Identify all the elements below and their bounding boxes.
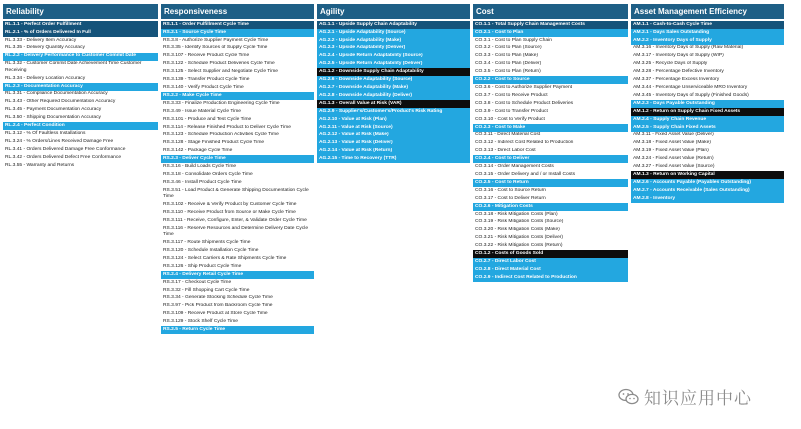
metric-row: AG.2.14 - Value at Risk (Return): [317, 148, 470, 156]
metric-row: AG.2.13 - Value at Risk (Deliver): [317, 140, 470, 148]
metric-row: AG.2.6 - Downside Adaptability (Source): [317, 76, 470, 84]
metric-row: AG.2.10 - Value at Risk (Plan): [317, 116, 470, 124]
metric-row: AM.2.2 - Inventory Days of Supply: [631, 37, 784, 45]
metric-row: RL.3.33 - Delivery Item Accuracy: [5, 37, 77, 43]
metric-row: RS.3.114 - Release Finished Product to Deliver Cycle Time: [163, 124, 291, 130]
metric-row: RS.2.4 - Delivery Retail Cycle Time: [161, 271, 314, 279]
metric-row: RS.3.97 - Pick Product from Backroom Cycle Time: [163, 303, 273, 309]
metric-row: CO.3.16 - Cost to Source Return: [475, 187, 546, 193]
metric-row: AM.3.17 - Inventory Days of Supply (WIP): [633, 53, 724, 59]
metric-row: RL.3.43 - Other Required Documentation Accuracy: [5, 99, 116, 105]
metric-row: RS.2.2 - Make Cycle Time: [161, 92, 314, 100]
metric-row: AG.2.7 - Downside Adaptability (Make): [317, 84, 470, 92]
metric-row: CO.3.22 - Risk Mitigation Costs (Return): [475, 243, 563, 249]
metric-row: AG.2.3 - Upside Adaptability (Deliver): [317, 45, 470, 53]
metric-row: CO.3.17 - Cost to Deliver Return: [475, 195, 546, 201]
metric-row: CO.3.20 - Risk Mitigation Costs (Make): [475, 227, 560, 233]
metric-row: RS.3.126 - Ship Product Cycle Time: [163, 263, 242, 269]
metric-row: AM.3.11 - Fixed Asset Value (Deliver): [633, 132, 714, 138]
metric-list: [3, 21, 158, 170]
metric-row: CO.3.18 - Risk Mitigation Costs (Plan): [475, 211, 558, 217]
metric-row: CO.2.1 - Cost to Plan: [473, 29, 628, 37]
metric-row: AM.3.25 - Recycle Days of Supply: [633, 61, 708, 67]
metric-row: RS.3.139 - Transfer Product Cycle Time: [163, 77, 250, 83]
metric-row: AG.1.3 - Overall Value at Risk (VAR): [317, 100, 470, 108]
metric-list: [161, 21, 314, 334]
watermark: [618, 384, 752, 409]
metric-row: RS.3.110 - Receive Product from Source or Make Cycle Time: [163, 210, 296, 215]
metric-row: AM.2.7 - Accounts Receivable (Sales Outstanding): [631, 187, 784, 195]
metric-row: AG.2.4 - Upside Return Adaptability (Source): [317, 53, 470, 61]
metric-row: CO.3.8 - Cost to Schedule Product Deliveries: [475, 100, 574, 106]
metric-row: RL.3.35 - Delivery Quantity Accuracy: [5, 45, 85, 51]
metric-row: AG.2.12 - Value at Risk (Make): [317, 132, 470, 140]
metric-row: RS.3.123 - Schedule Production Activities Cycle Time: [163, 132, 279, 138]
metric-row: RS.3.33 - Finalize Production Engineering Cycle Time: [163, 100, 280, 106]
metric-row: RL.3.42 - Orders Delivered Defect Free Conformance: [5, 154, 122, 160]
metric-row: RS.3.128 - Stage Finished Product Cycle Time: [163, 140, 265, 146]
metric-row: RS.3.35 - Identify Sources of Supply Cycle Time: [163, 45, 268, 51]
metric-row: AM.3.27 - Fixed Asset Value (Source): [633, 164, 715, 170]
metric-row: RS.3.17 - Checkout Cycle Time: [163, 279, 232, 285]
metric-row: RL.3.31 - Compliance Documentation Accuracy: [5, 91, 108, 97]
metric-row: AG.2.15 - Time to Recovery (TTR): [317, 155, 470, 163]
metric-list: [631, 21, 784, 203]
metric-row: RS.3.16 - Build Loads Cycle Time: [163, 164, 237, 170]
metric-row: RS.3.101 - Produce and Test Cycle Time: [163, 116, 252, 122]
metric-row: RS.3.125 - Select Supplier and Negotiate Cycle Time: [163, 69, 278, 75]
metric-row: RS.2.5 - Return Cycle Time: [161, 326, 314, 334]
metric-row: AM.2.4 - Supply Chain Revenue: [631, 116, 784, 124]
metric-row: CO.2.5 - Cost to Return: [473, 179, 628, 187]
metric-row: AG.2.5 - Upside Return Adaptability (Deliver): [317, 61, 470, 69]
metric-row: AM.2.8 - Inventory: [631, 195, 784, 203]
metric-row: RS.3.116 - Reserve Resources and Determine Delivery Date Cycle Time: [163, 225, 309, 238]
metric-row: AM.3.19 - Fixed Asset Value (Plan): [633, 148, 709, 154]
metric-row: RL.2.2 - Delivery Performance to Customer Commit Date: [3, 53, 158, 61]
metrics-grid: [3, 4, 787, 334]
metric-row: RS.3.46 - Install Product Cycle Time: [163, 179, 242, 185]
column-header: Reliability: [3, 4, 158, 19]
metric-row: CO.2.3 - Cost to Make: [473, 124, 628, 132]
metric-row: CO.3.5 - Cost to Plan (Return): [475, 69, 541, 75]
metric-row: RL.3.45 - Payment Documentation Accuracy: [5, 107, 102, 113]
metric-row: CO.2.2 - Cost to Source: [473, 76, 628, 84]
metric-row: RS.3.49 - Issue Material Cycle Time: [163, 108, 242, 114]
metric-row: CO.3.13 - Direct Labor Cost: [475, 148, 536, 154]
metric-row: AM.1.3 - Return on Working Capital: [631, 171, 784, 179]
metric-row: CO.3.14 - Order Management Costs: [475, 164, 554, 170]
metric-row: RS.3.102 - Receive & Verify Product by Customer Cycle Time: [163, 202, 297, 208]
metric-row: AM.3.18 - Fixed Asset Value (Make): [633, 140, 711, 146]
metric-row: RS.2.1 - Source Cycle Time: [161, 29, 314, 37]
metric-row: RS.3.51 - Load Product & Generate Shipping Documentation Cycle Time: [163, 187, 309, 200]
metric-row: AM.3.44 - Percentage Unserviceable MRO Inventory: [633, 85, 748, 90]
metric-row: AM.3.45 - Inventory Days of Supply (Finished Goods): [633, 92, 749, 98]
metric-row: RL.2.1 - % of Orders Delivered In Full: [3, 29, 158, 37]
metric-row: AM.3.16 - Inventory Days of Supply (Raw Material): [633, 45, 744, 51]
metric-row: RL.2.4 - Perfect Condition: [3, 122, 158, 130]
metric-row: RS.1.1 - Order Fulfillment Cycle Time: [161, 21, 314, 29]
metric-row: RL.3.24 - % Orders/Lines Received Damage Free: [5, 138, 114, 144]
column-reliability: [3, 4, 158, 334]
metric-row: CO.1.1 - Total Supply Chain Management Costs: [473, 21, 628, 29]
metric-row: CO.3.6 - Cost to Authorize Supplier Payment: [475, 85, 573, 90]
metric-row: CO.3.15 - Order Delivery and / or Install Costs: [475, 171, 576, 177]
metric-row: RS.3.109 - Receive Product at Store Cycle Time: [163, 311, 268, 317]
metric-list: [473, 21, 628, 282]
column-asset-management-efficiency: [631, 4, 784, 334]
metric-row: RS.3.111 - Receive, Configure, Enter, & Validate Order Cycle Time: [163, 217, 307, 223]
metric-row: CO.3.4 - Cost to Plan (Deliver): [475, 61, 542, 67]
metric-row: RL.3.55 - Warranty and Returns: [5, 162, 75, 168]
metric-row: AG.1.2 - Downside Supply Chain Adaptability: [317, 68, 470, 76]
metric-row: RS.3.117 - Route Shipments Cycle Time: [163, 240, 251, 246]
column-cost: [473, 4, 628, 334]
metric-row: RS.3.140 - Verify Product Cycle Time: [163, 85, 244, 90]
metric-row: CO.3.3 - Cost to Plan (Make): [475, 53, 539, 59]
metric-row: RS.3.122 - Schedule Product Deliveries Cycle Time: [163, 61, 275, 67]
metric-row: RL.1.1 - Perfect Order Fulfillment: [3, 21, 158, 29]
wechat-icon: [618, 388, 640, 406]
metric-row: CO.2.6 - Mitigation Costs: [473, 203, 628, 211]
metric-row: CO.2.8 - Direct Material Cost: [473, 266, 628, 274]
metric-row: AG.1.1 - Upside Supply Chain Adaptability: [317, 21, 470, 29]
metric-row: CO.3.2 - Cost to Plan (Source): [475, 45, 542, 51]
metric-row: RS.3.107 - Receive Product Cycle Time: [163, 53, 250, 59]
metric-row: CO.3.1 - Cost to Plan Supply Chain: [475, 37, 552, 43]
metric-row: RL.2.3 - Documentation Accuracy: [3, 83, 158, 91]
metric-row: CO.1.2 - Costs of Goods Sold: [473, 250, 628, 258]
metric-row: AM.3.24 - Fixed Asset Value (Return): [633, 156, 714, 162]
metric-list: [317, 21, 470, 163]
metric-row: RS.2.3 - Deliver Cycle Time: [161, 155, 314, 163]
metric-row: AM.3.28 - Percentage Defective Inventory: [633, 69, 724, 75]
metric-row: RS.3.18 - Consolidate Orders Cycle Time: [163, 171, 253, 177]
metric-row: RS.3.32 - Fill Shopping Cart Cycle Time: [163, 287, 250, 293]
metric-row: CO.3.9 - Cost to Transfer Product: [475, 108, 548, 114]
metric-row: AM.2.5 - Supply Chain Fixed Assets: [631, 124, 784, 132]
column-header: Agility: [317, 4, 470, 19]
metric-row: CO.3.12 - Indirect Cost Related to Production: [475, 140, 574, 146]
metric-row: CO.3.7 - Cost to Receive Product: [475, 92, 548, 98]
watermark-text: 知识应用中心: [644, 389, 752, 408]
metric-row: RL.3.32 - Customer Commit Date Achievement Time Customer Receiving: [5, 61, 142, 73]
metric-row: AM.1.1 - Cash-to-Cash Cycle Time: [631, 21, 784, 29]
column-header: Responsiveness: [161, 4, 314, 19]
metric-row: RL.3.50 - Shipping Documentation Accuracy: [5, 115, 101, 121]
metric-row: RL.3.12 - % Of Faultless Installations: [5, 130, 86, 136]
metric-row: RS.3.8 - Authorize Supplier Payment Cycle Time: [163, 37, 269, 43]
metric-row: RS.3.124 - Select Carriers & Rate Shipments Cycle Time: [163, 255, 287, 261]
metric-row: RL.3.34 - Delivery Location Accuracy: [5, 75, 86, 81]
metric-row: AM.3.37 - Percentage Excess Inventory: [633, 77, 720, 83]
metric-row: AG.2.8 - Downside Adaptability (Deliver): [317, 92, 470, 100]
metric-row: CO.3.11 - Direct Material Cost: [475, 132, 541, 138]
metric-row: AM.2.6 - Accounts Payable (Payables Outstanding): [631, 179, 784, 187]
metric-row: AM.2.1 - Days Sales Outstanding: [631, 29, 784, 37]
metric-row: AG.2.1 - Upside Adaptability (Source): [317, 29, 470, 37]
metric-row: RL.3.41 - Orders Delivered Damage Free Conformance: [5, 146, 126, 152]
metric-row: CO.3.10 - Cost to Verify Product: [475, 116, 545, 122]
metric-row: AG.2.2 - Upside Adaptability (Make): [317, 37, 470, 45]
metric-row: AG.2.9 - Supplier's/Customer's/Product's Risk Rating: [317, 108, 470, 116]
column-responsiveness: [161, 4, 314, 334]
metric-row: RS.3.129 - Stock Shelf Cycle Time: [163, 319, 239, 325]
column-header: Asset Management Efficiency: [631, 4, 784, 19]
metric-row: CO.3.21 - Risk Mitigation Costs (Deliver): [475, 235, 564, 241]
metric-row: AM.2.3 - Days Payable Outstanding: [631, 100, 784, 108]
metric-row: CO.3.19 - Risk Mitigation Costs (Source): [475, 219, 564, 225]
metric-row: CO.2.4 - Cost to Deliver: [473, 155, 628, 163]
metric-row: AG.2.11 - Value at Risk (Source): [317, 124, 470, 132]
metric-row: CO.2.7 - Direct Labor Cost: [473, 258, 628, 266]
metric-row: CO.2.9 - Indirect Cost Related to Production: [473, 274, 628, 282]
column-header: Cost: [473, 4, 628, 19]
metric-row: RS.3.142 - Package Cycle Time: [163, 148, 233, 154]
metric-row: AM.1.2 - Return on Supply Chain Fixed Assets: [631, 108, 784, 116]
metric-row: RS.3.34 - Generate Stocking Schedule Cycle Time: [163, 295, 273, 301]
metric-row: RS.3.120 - Schedule Installation Cycle Time: [163, 248, 259, 254]
column-agility: [317, 4, 470, 334]
